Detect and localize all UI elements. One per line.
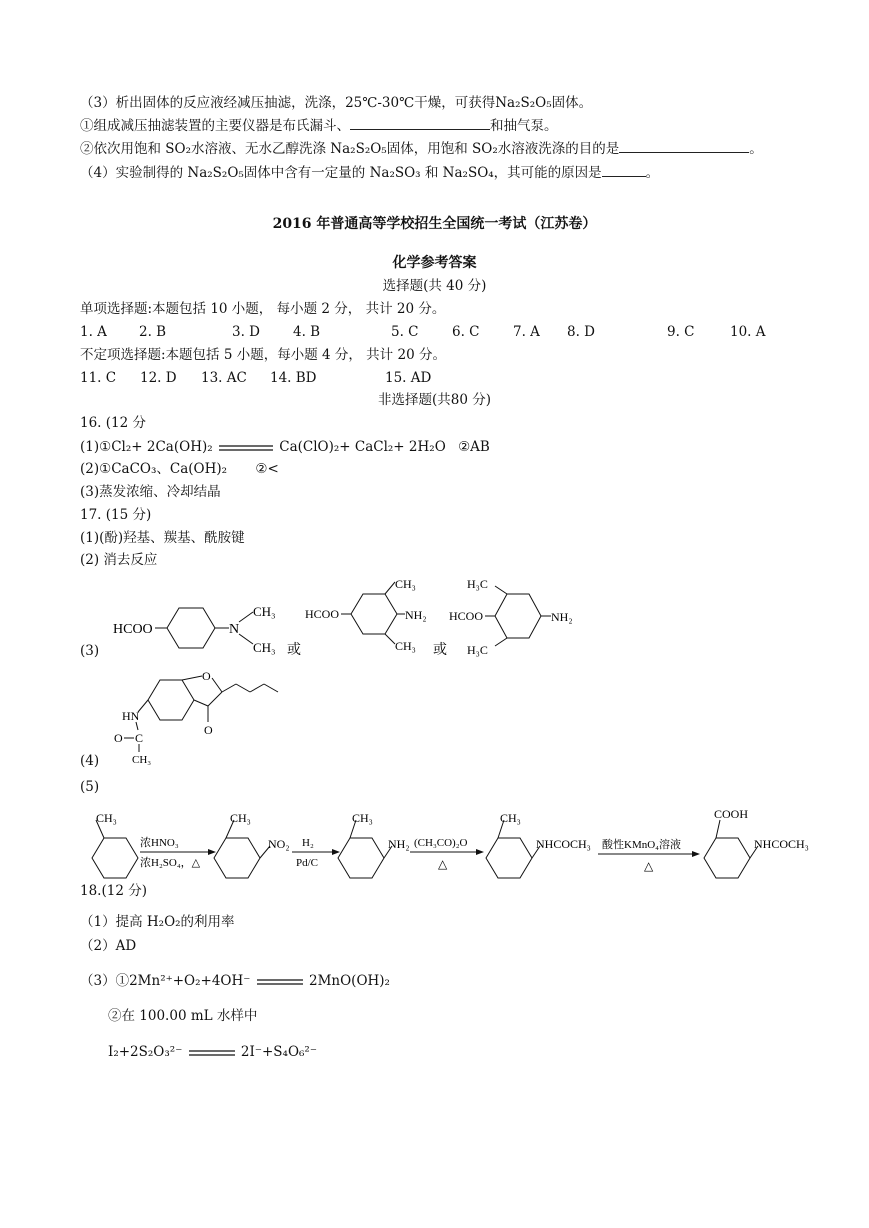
- svg-text:CH₃: CH₃: [253, 640, 276, 655]
- q16-p1: [80, 438, 490, 456]
- q18-p3c-rhs: 2I⁻+S₄O₆²⁻: [240, 1044, 317, 1060]
- equals-sign: [217, 443, 275, 453]
- q18-p2: （2）AD: [80, 938, 137, 954]
- q17-p3-label: (3): [80, 643, 100, 659]
- q4-tail: 。: [645, 165, 660, 181]
- svg-text:CH₃: CH₃: [132, 754, 152, 766]
- svg-text:浓HNO₃: 浓HNO₃: [140, 837, 179, 849]
- answer-item: 4. B: [293, 324, 321, 340]
- equals-sign: [187, 1048, 237, 1058]
- svg-text:CH₃: CH₃: [230, 811, 251, 825]
- q3-2-tail: 。: [749, 141, 763, 157]
- answer-item: 6. C: [452, 324, 480, 340]
- q4-text: （4）实验制得的 Na₂S₂O₅固体中含有一定量的 Na₂SO₃ 和 Na₂SO₄，其可能的原因是: [80, 165, 602, 181]
- or-1: 或: [287, 643, 301, 658]
- equals-sign: [255, 977, 305, 987]
- nonchoice-section-title: 非选择题(共80 分): [377, 392, 491, 408]
- svg-text:COOH: COOH: [714, 807, 749, 821]
- q17-p4-label: (4): [80, 753, 100, 769]
- or-2: 或: [433, 643, 447, 658]
- q18-p3: [80, 972, 390, 990]
- answer-item: 10. A: [730, 324, 766, 340]
- q18-p3c: [108, 1043, 317, 1061]
- q16-p1-lhs: (1)①Cl₂+ 2Ca(OH)₂: [80, 439, 213, 455]
- q16-p2-b: ②<: [255, 461, 279, 477]
- q17-p2: (2) 消去反应: [80, 552, 158, 568]
- answer-item: 15. AD: [385, 370, 432, 386]
- svg-text:NHCOCH₃: NHCOCH₃: [754, 837, 809, 851]
- q3-1-tail: 和抽气泵。: [490, 118, 558, 134]
- svg-text:CH₃: CH₃: [96, 811, 117, 825]
- exam-title: 2016 年普通高等学校招生全国统一考试（江苏卷）: [272, 216, 597, 232]
- svg-text:H₃C: H₃C: [467, 577, 488, 591]
- q16-head: 16. (12 分: [80, 415, 146, 431]
- svg-text:△: △: [438, 857, 448, 871]
- q17-p5-label: (5): [80, 779, 100, 795]
- answer-item: 12. D: [140, 370, 177, 386]
- q16-p3: (3)蒸发浓缩、冷却结晶: [80, 484, 221, 500]
- answer-title: 化学参考答案: [392, 255, 477, 271]
- svg-text:HN: HN: [122, 709, 140, 723]
- q18-p3-lhs: （3）①2Mn²⁺+O₂+4OH⁻: [80, 973, 251, 989]
- answer-item: 3. D: [232, 324, 260, 340]
- single-choice-intro: 单项选择题:本题包括 10 小题， 每小题 2 分， 共计 20 分。: [80, 301, 446, 317]
- svg-text:CH₃: CH₃: [395, 639, 416, 653]
- q3-intro: （3）析出固体的反应液经减压抽滤，洗涤，25℃-30℃干燥，可获得Na₂S₂O₅固体。: [80, 95, 593, 111]
- svg-text:CH₃: CH₃: [253, 604, 276, 619]
- svg-text:(CH₃CO)₂O: (CH₃CO)₂O: [414, 837, 468, 849]
- answer-item: 2. B: [139, 324, 167, 340]
- q17-head: 17. (15 分): [80, 507, 152, 523]
- svg-text:O: O: [202, 669, 211, 683]
- svg-text:C: C: [135, 731, 144, 745]
- answer-item: 14. BD: [270, 370, 317, 386]
- svg-text:CH₃: CH₃: [500, 811, 521, 825]
- q16-p2: [80, 460, 279, 478]
- svg-text:N: N: [229, 622, 240, 637]
- q18-p3b: ②在 100.00 mL 水样中: [108, 1008, 258, 1024]
- svg-text:NH₂: NH₂: [405, 608, 427, 622]
- answer-item: 13. AC: [201, 370, 247, 386]
- q16-p2-a: (2)①CaCO₃、Ca(OH)₂: [80, 461, 228, 477]
- svg-text:HCOO: HCOO: [113, 622, 153, 637]
- q16-p1-rhs: Ca(ClO)₂+ CaCl₂+ 2H₂O: [279, 439, 446, 455]
- svg-text:O: O: [204, 723, 213, 737]
- svg-text:NO₂: NO₂: [268, 837, 290, 851]
- svg-text:△: △: [644, 859, 654, 873]
- multi-choice-intro: 不定项选择题:本题包括 5 小题，每小题 4 分， 共计 20 分。: [80, 347, 446, 363]
- q17-3-structures: [105, 570, 605, 670]
- answer-item: 1. A: [80, 324, 107, 340]
- svg-text:H₂: H₂: [302, 837, 314, 849]
- q3-1-text: ①组成减压抽滤装置的主要仪器是布氏漏斗、: [80, 118, 350, 134]
- q16-p1-b: ②AB: [458, 439, 490, 455]
- q18-p3-rhs: 2MnO(OH)₂: [309, 973, 390, 989]
- q17-p1: (1)(酚)羟基、羰基、酰胺键: [80, 530, 245, 546]
- svg-text:CH₃: CH₃: [352, 811, 373, 825]
- svg-text:NHCOCH₃: NHCOCH₃: [536, 837, 591, 851]
- structure-1: [113, 604, 276, 655]
- svg-text:O: O: [114, 731, 123, 745]
- svg-text:HCOO: HCOO: [305, 607, 340, 621]
- q18-p1: （1）提高 H₂O₂的利用率: [80, 914, 235, 930]
- svg-text:HCOO: HCOO: [449, 609, 484, 623]
- q17-4-structure: [108, 668, 308, 768]
- svg-text:H₃C: H₃C: [467, 643, 488, 657]
- q18-p3c-lhs: I₂+2S₂O₃²⁻: [108, 1044, 183, 1060]
- answer-item: 7. A: [513, 324, 540, 340]
- synthesis-route: [70, 800, 860, 890]
- q18-head: 18.(12 分): [80, 883, 147, 899]
- answer-blank: [619, 140, 749, 153]
- answer-item: 11. C: [80, 370, 117, 386]
- choice-section-title: 选择题(共 40 分): [382, 278, 487, 294]
- q3-2-text: ②依次用饱和 SO₂水溶液、无水乙醇洗涤 Na₂S₂O₅固体，用饱和 SO₂水溶液洗涤的目的是: [80, 141, 620, 157]
- structure-3: [449, 577, 573, 657]
- q3-2: [80, 140, 763, 158]
- answer-item: 9. C: [667, 324, 695, 340]
- q3-1: [80, 117, 558, 135]
- q4: [80, 164, 659, 182]
- answer-blank: [350, 117, 490, 130]
- svg-text:浓H₂SO₄，△: 浓H₂SO₄，△: [140, 857, 201, 869]
- svg-text:CH₃: CH₃: [395, 577, 416, 591]
- svg-text:Pd/C: Pd/C: [296, 857, 319, 869]
- answer-blank: [602, 164, 646, 177]
- svg-text:NH₂: NH₂: [388, 837, 410, 851]
- svg-text:NH₂: NH₂: [551, 610, 573, 624]
- structure-2: [305, 577, 427, 653]
- svg-text:酸性KMnO₄溶液: 酸性KMnO₄溶液: [602, 839, 682, 851]
- answer-item: 8. D: [567, 324, 595, 340]
- answer-item: 5. C: [391, 324, 419, 340]
